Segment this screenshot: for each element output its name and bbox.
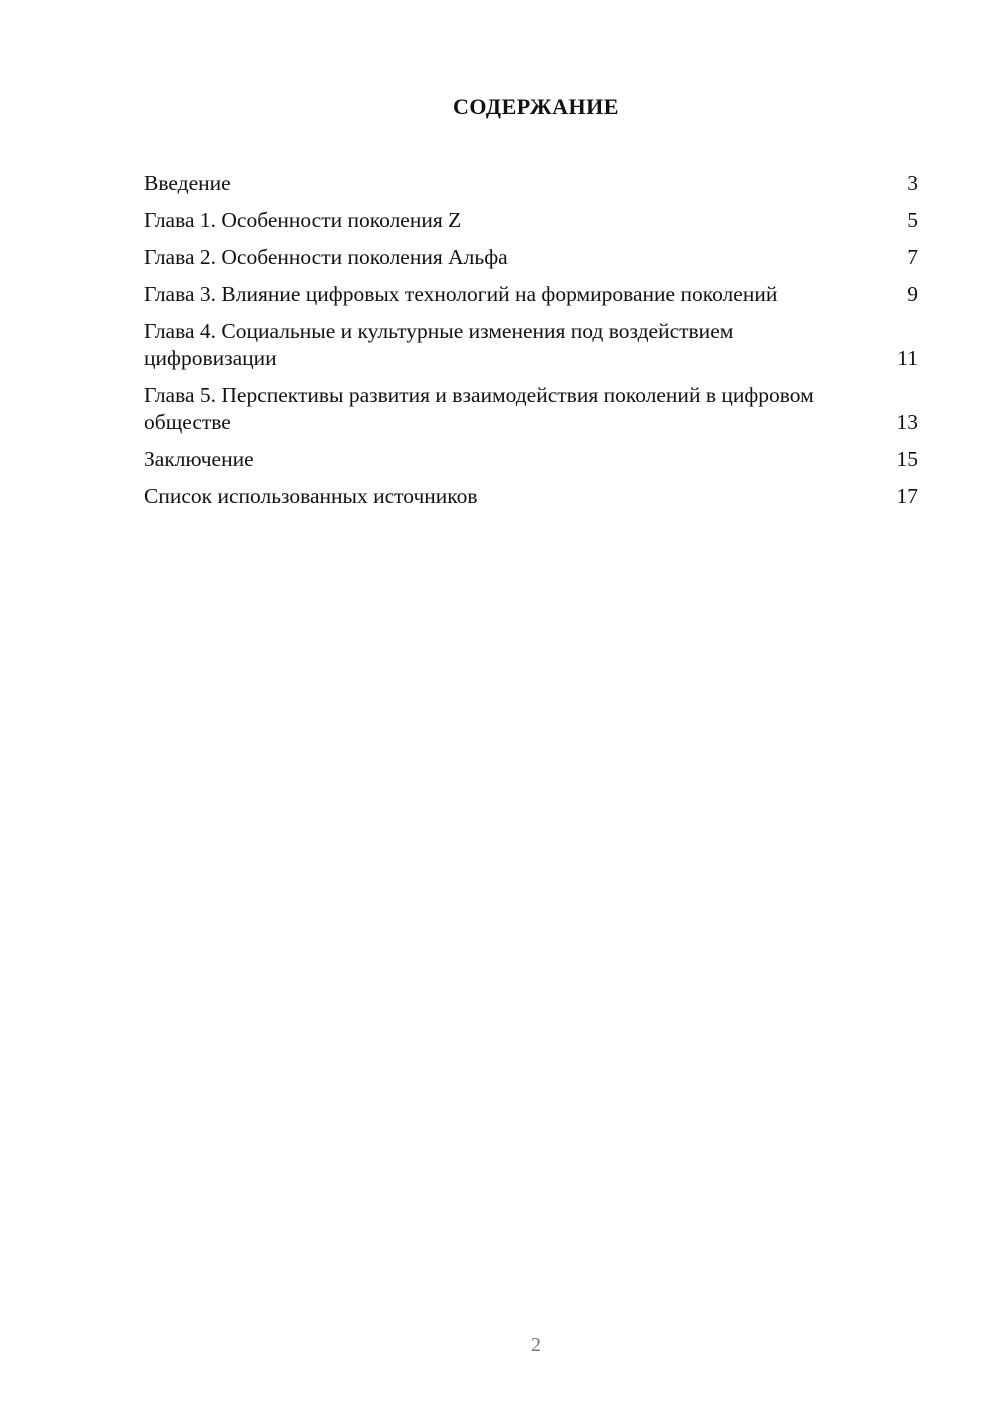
toc-entry-page: 7 bbox=[907, 245, 918, 269]
toc-entry-page: 5 bbox=[907, 208, 918, 232]
toc-entry-page: 15 bbox=[896, 447, 918, 471]
toc-entry-conclusion[interactable] bbox=[144, 446, 918, 473]
toc-entry-page: 13 bbox=[896, 410, 918, 434]
toc-entry-page: 9 bbox=[907, 282, 918, 306]
toc-heading: СОДЕРЖАНИЕ bbox=[453, 94, 619, 119]
toc-list bbox=[144, 170, 918, 520]
toc-entry-chapter-2[interactable] bbox=[144, 244, 918, 271]
toc-entry-title: Глава 1. Особенности поколения Z bbox=[144, 208, 462, 232]
toc-entry-chapter-5[interactable] bbox=[144, 382, 918, 436]
toc-entry-page: 3 bbox=[907, 171, 918, 195]
toc-entry-chapter-3[interactable] bbox=[144, 281, 918, 308]
toc-entry-introduction[interactable] bbox=[144, 170, 918, 197]
toc-entry-references[interactable] bbox=[144, 483, 918, 510]
page-number: 2 bbox=[531, 1334, 541, 1356]
toc-entry-page: 17 bbox=[896, 484, 918, 508]
toc-entry-title: Глава 5. Перспективы развития и взаимодействия поколений в цифровом обществе bbox=[144, 383, 814, 434]
toc-entry-chapter-1[interactable] bbox=[144, 207, 918, 234]
toc-entry-title: Введение bbox=[144, 171, 231, 195]
toc-entry-page: 11 bbox=[897, 346, 918, 370]
toc-entry-title: Заключение bbox=[144, 447, 254, 471]
toc-entry-title: Глава 4. Социальные и культурные изменения под воздействием цифровизации bbox=[144, 319, 734, 370]
toc-entry-title: Глава 3. Влияние цифровых технологий на формирование поколений bbox=[144, 282, 778, 306]
toc-entry-title: Глава 2. Особенности поколения Альфа bbox=[144, 245, 508, 269]
toc-entry-chapter-4[interactable] bbox=[144, 318, 918, 372]
toc-entry-title: Список использованных источников bbox=[144, 484, 478, 508]
